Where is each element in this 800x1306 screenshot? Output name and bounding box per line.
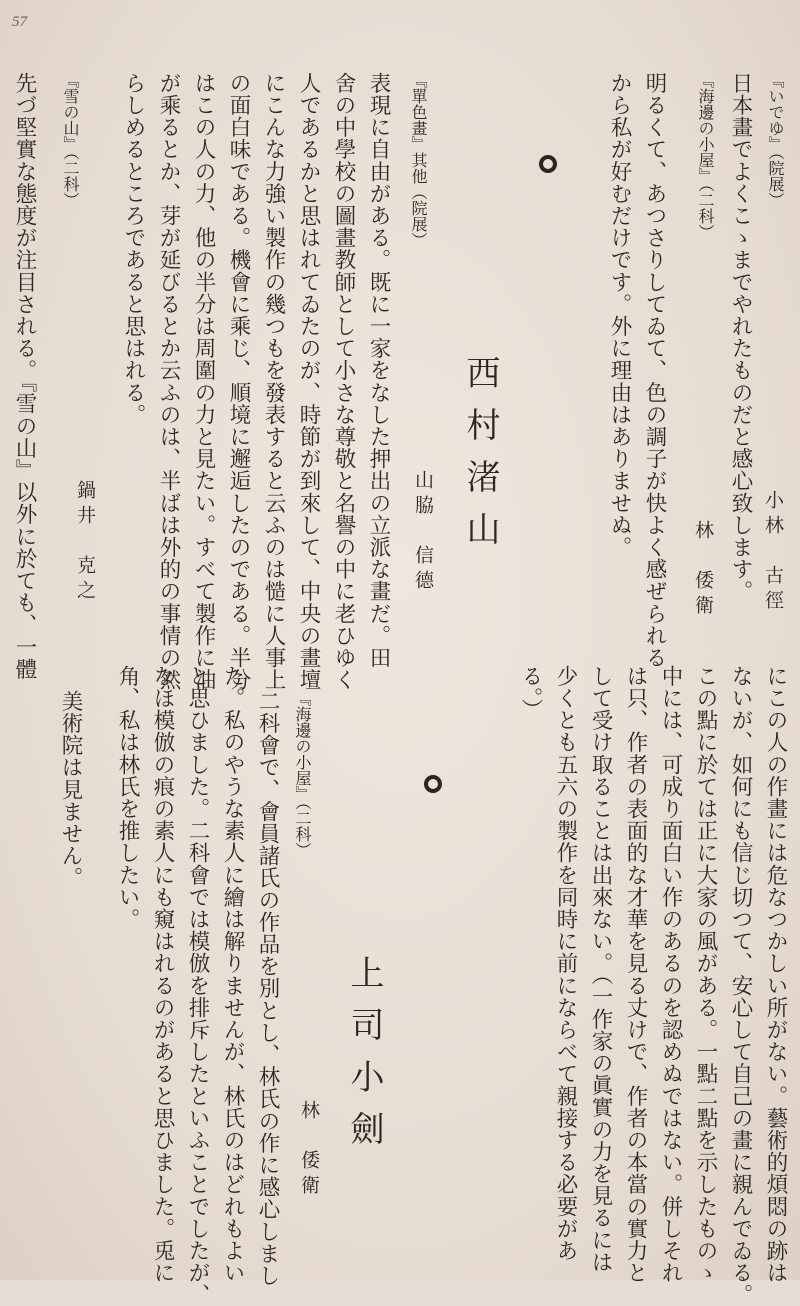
body-line: 美術院は見ません。 xyxy=(58,690,83,889)
author-name: 小林 古徑 xyxy=(762,490,784,615)
body-line: にこんな力強い製作の幾つもを發表すると云ふのは慥に人事上 xyxy=(261,72,286,691)
body-line: と思ひました。二科會では模倣を排斥したといふことでしたが、 xyxy=(185,665,210,1306)
body-line: 角、私は林氏を推したい。 xyxy=(115,665,140,931)
body-line: らしめるところであると思はれる。 xyxy=(121,72,146,426)
body-line: た。私のやうな素人に繪は解りませんが、林氏のはどれもよい xyxy=(220,665,245,1284)
body-line: はこの人の力、他の半分は周圍の力と見たい。すべて製作に油 xyxy=(191,72,216,691)
body-line: なほ模倣の痕の素人にも窺はれるのがあると思ひました。兎に xyxy=(150,665,175,1284)
title-umibe: 『海邊の小屋』（二科） xyxy=(696,72,715,240)
page-number: 57 xyxy=(12,14,27,30)
body-line: 人であるかと思はれてゐたのが、時節が到來して、中央の畫壇 xyxy=(296,72,321,691)
body-line: の面白味である。機會に乘じ、順境に邂逅したのである。半分 xyxy=(226,72,251,691)
body-line: 表現に自由がある。既に一家をなした押出の立派な畫だ。田 xyxy=(366,72,391,669)
section-circle-mark xyxy=(424,775,442,793)
section-heading: 上司小劍 xyxy=(344,955,384,1163)
body-line: は只、作者の表面的な才華を見る丈けで、作者の本當の實力と xyxy=(623,665,648,1284)
section-heading: 西村渚山 xyxy=(460,355,500,563)
body-line: 先づ堅實な態度が注目される。『雪の山』以外に於ても、一體 xyxy=(12,72,37,681)
author-name: 山脇 信德 xyxy=(412,470,434,595)
body-line: から私が好むだけです。外に理由はありませぬ。 xyxy=(607,72,632,559)
title-tanshokuga: 『單色畫』其他（院展） xyxy=(409,72,428,248)
title-umibe: 『海邊の小屋』（二科） xyxy=(293,690,312,858)
body-line: 明るくて、あつさりしてゐて、色の調子が快よく感ぜられる xyxy=(642,72,667,669)
section-circle-mark xyxy=(539,155,557,173)
author-name: 林 倭衛 xyxy=(298,1100,320,1200)
author-name: 鍋井 克之 xyxy=(74,480,96,605)
body-line: 少くとも五六の製作を同時に前にならべて親接する必要があ xyxy=(553,665,578,1262)
body-line: ないが、如何にも信じ切つて、安心して自己の畫に親んでゐる。 xyxy=(728,665,753,1306)
title-idenyu: 『いでゆ』（院展） xyxy=(766,72,785,208)
author-name: 林 倭衛 xyxy=(692,520,714,620)
body-line: この點に於ては正に大家の風がある。一點二點を示したものゝ xyxy=(693,665,718,1284)
title-yukinoyama: 『雪の山』（二科） xyxy=(61,72,80,208)
body-line: る。） xyxy=(518,665,543,721)
body-line: して受け取ることは出來ない。（一作家の眞實の力を見るには xyxy=(588,665,613,1274)
body-line: が乘るとか、芽が延びるとか云ふのは、半ばは外的の事情の然 xyxy=(156,72,181,691)
body-line: にこの人の作畫には危なつかしい所がない。藝術的煩悶の跡は xyxy=(763,665,788,1284)
body-line: 中には、可成り面白い作のあるのを認めぬではない。併しそれ xyxy=(658,665,683,1284)
body-line: 日本畫でよくこゝまでやれたものだと感心致します。 xyxy=(728,72,753,603)
body-line: 舍の中學校の圖畫教師として小さな尊敬と名譽の中に老ひゆく xyxy=(331,72,356,691)
body-line: 二科會で、會員諸氏の作品を別とし、林氏の作に感心しまし xyxy=(255,690,280,1287)
